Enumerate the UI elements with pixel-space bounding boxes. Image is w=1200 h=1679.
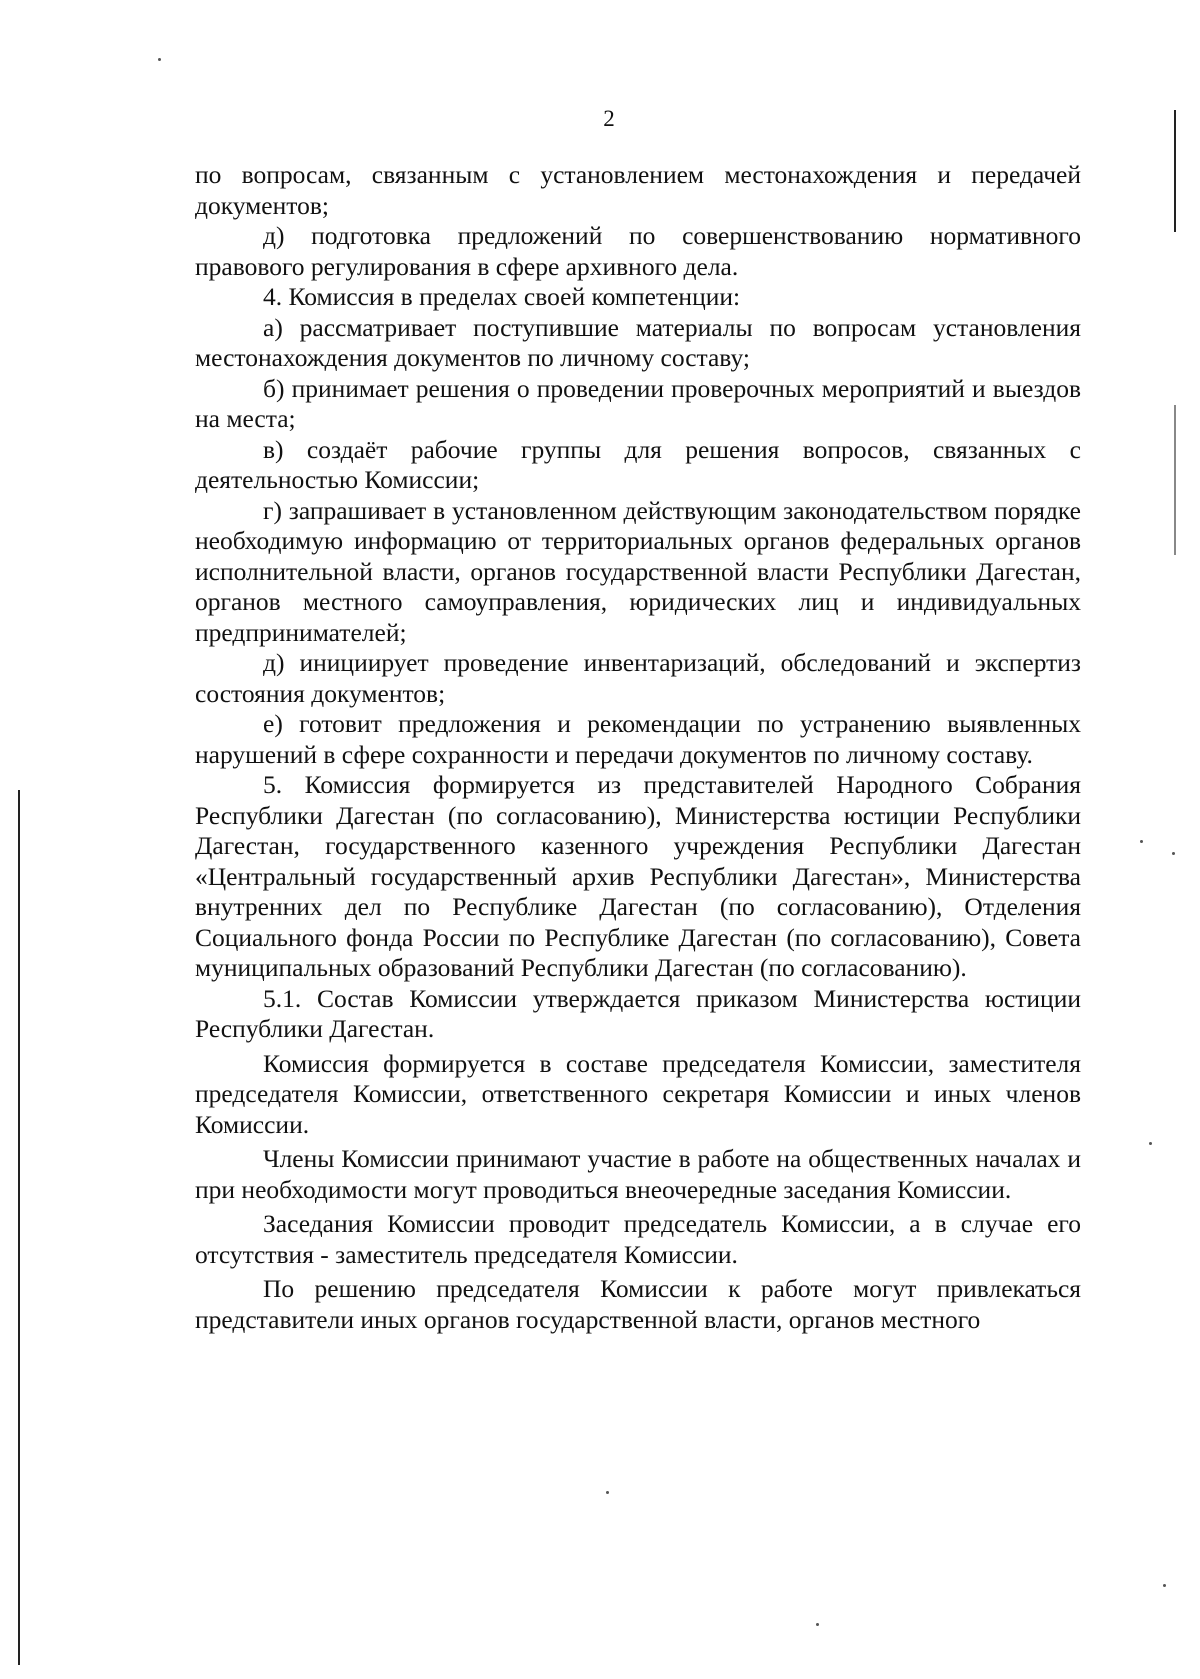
paragraph-item-3d: д) подготовка предложений по совершенствованию нормативного правового регулирования в сфере архивного дела.: [195, 221, 1081, 281]
scan-speck: [1172, 852, 1175, 855]
paragraph-item-4g: г) запрашивает в установленном действующим законодательством порядке необходимую информацию от территориальных органов федеральных органов исполнительной власти, органов государственной власти Республики Дагестан, органов местного самоуправления, юридических лиц и индивидуальных предпринимателей;: [195, 495, 1081, 647]
paragraph-item-4a: а) рассматривает поступившие материалы по вопросам установления местонахождения документов по личному составу;: [195, 312, 1081, 372]
paragraph-section-4: 4. Комиссия в пределах своей компетенции:: [263, 282, 741, 311]
paragraph-commission-composition: Комиссия формируется в составе председателя Комиссии, заместителя председателя Комиссии, ответственного секретаря Комиссии и иных членов Комиссии.: [195, 1048, 1081, 1139]
paragraph-item-4d: д) инициирует проведение инвентаризаций, обследований и экспертиз состояния документов;: [195, 648, 1081, 708]
paragraph-item-4b: б) принимает решения о проведении проверочных мероприятий и выездов на места;: [195, 373, 1081, 433]
scan-speck: [1163, 1584, 1166, 1587]
scan-edge-mark-right-top: [1174, 110, 1176, 232]
paragraph-item-4e: е) готовит предложения и рекомендации по устранению выявленных нарушений в сфере сохранности и передачи документов по личному составу.: [195, 709, 1081, 769]
document-body: [195, 160, 1081, 1335]
scan-speck: [1149, 1142, 1152, 1145]
scan-speck: [158, 58, 161, 61]
page-number: 2: [603, 106, 615, 131]
paragraph-item-4v: в) создаёт рабочие группы для решения вопросов, связанных с деятельностью Комиссии;: [195, 434, 1081, 494]
paragraph-members-participation: Члены Комиссии принимают участие в работе на общественных началах и при необходимости могут проводиться внеочередные заседания Комиссии.: [195, 1144, 1081, 1204]
scan-speck: [816, 1623, 819, 1626]
paragraph-section-5: 5. Комиссия формируется из представителей Народного Собрания Республики Дагестан (по согласованию), Министерства юстиции Республики Дагестан, государственного казенного учреждения Республики Дагестан «Центральный государственный архив Республики Дагестан», Министерства внутренних дел по Республике Дагестан (по согласованию), Отделения Социального фонда России по Республике Дагестан (по согласованию), Совета муниципальных образований Республики Дагестан (по согласованию).: [195, 770, 1081, 982]
paragraph-section-5-1: 5.1. Состав Комиссии утверждается приказом Министерства юстиции Республики Дагестан.: [195, 983, 1081, 1043]
paragraph-meetings-chair: Заседания Комиссии проводит председатель Комиссии, а в случае его отсутствия - заместитель председателя Комиссии.: [195, 1209, 1081, 1269]
scan-edge-mark-left-bottom: [18, 790, 20, 1665]
paragraph-involvement: По решению председателя Комиссии к работе могут привлекаться представители иных органов государственной власти, органов местного: [195, 1274, 1081, 1334]
paragraph-continuation: по вопросам, связанным с установлением местонахождения и передачей документов;: [195, 160, 1081, 220]
scan-speck: [1140, 840, 1143, 843]
scan-speck: [606, 1491, 609, 1494]
scan-edge-mark-right-middle: [1174, 405, 1176, 555]
